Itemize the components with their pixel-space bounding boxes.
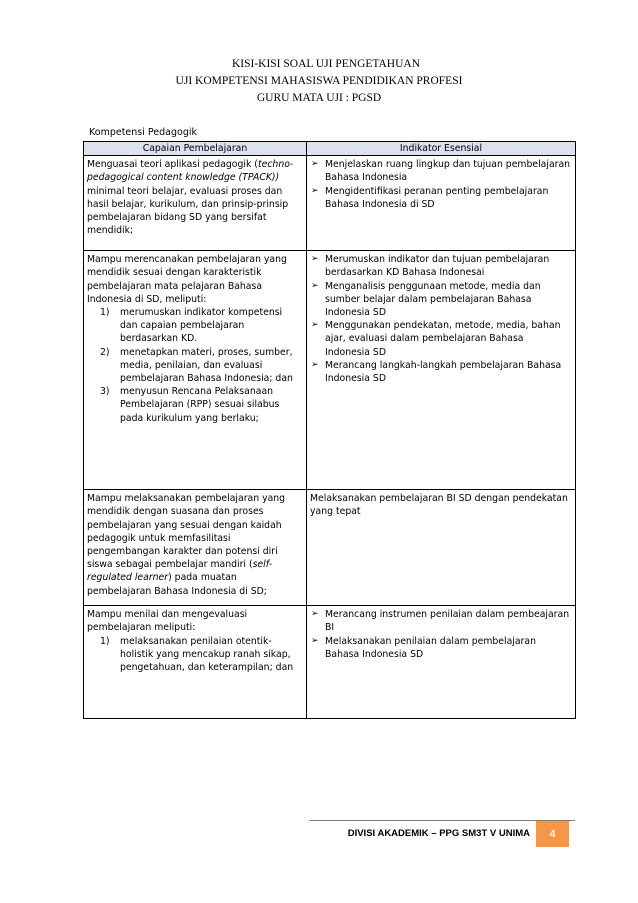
indikator-list (310, 158, 571, 211)
list-item: ➢ Merancang langkah-langkah pembelajaran Bahasa Indonesia SD (311, 359, 562, 385)
list-item: 1) merumuskan indikator kompetensi dan capaian pembelajaran berdasarkan KD. (100, 307, 283, 345)
section-title: Kompetensi Pedagogik (89, 127, 197, 138)
capaian-cell (84, 156, 307, 251)
document-title-line-1: KISI-KISI SOAL UJI PENGETAHUAN (231, 58, 421, 70)
list-item: ➢ Merancang instrumen penilaian dalam pembeajaran BI (311, 609, 570, 634)
list-item: ➢ Menggunakan pendekatan, metode, media, bahan ajar, evaluasi dalam pembelajaran Bahasa Indonesia SD (311, 320, 561, 358)
cell-text: Mampu melaksanakan pembelajaran yang mendidik dengan suasana dan proses pembelajaran yang sesuai dengan kaidah pedagogik untuk memfasilitasi pengembangan karakter dan potensi diri siswa sebagai pembelajar mandiri ( (87, 493, 286, 571)
numbered-list (87, 635, 302, 675)
table-header-row (84, 142, 576, 156)
capaian-cell (84, 606, 307, 719)
list-item: ➢ Merumuskan indikator dan tujuan pembelajaran berdasarkan KD Bahasa Indonesai (311, 254, 550, 279)
document-title-line-3: GURU MATA UJI : PGSD (256, 92, 382, 104)
table-row (84, 156, 576, 251)
cell-text: Mampu menilai dan mengevaluasi pembelajaran meliputi: (87, 609, 248, 634)
list-item: ➢ Mengidentifikasi peranan penting pembelajaran Bahasa Indonesia di SD (311, 185, 549, 210)
cell-italic-text: techno-pedagogical content knowledge (TPACK)) (87, 159, 294, 184)
cell-text: Mampu merencanakan pembelajaran yang mendidik sesuai dengan karakteristik pembelajaran mata pelajaran Bahasa Indonesia di SD, meliputi: (87, 254, 287, 305)
indikator-cell (307, 490, 576, 606)
indikator-list (310, 608, 571, 661)
arrow-bullet-icon: ➢ (311, 635, 319, 646)
table-row (84, 490, 576, 606)
cell-italic-text: self-regulated learner (87, 559, 273, 584)
indikator-list (310, 253, 571, 385)
arrow-bullet-icon: ➢ (311, 254, 319, 265)
document-title-line-2: UJI KOMPETENSI MAHASISWA PENDIDIKAN PROFESI (175, 75, 463, 87)
arrow-bullet-icon: ➢ (311, 359, 319, 370)
column-header-indikator: Indikator Esensial (307, 142, 576, 156)
list-item: 2) menetapkan materi, proses, sumber, media, penilaian, dan evaluasi pembelajaran Bahasa Indonesia; dan (100, 346, 293, 385)
table-row (84, 251, 576, 490)
arrow-bullet-icon: ➢ (311, 609, 319, 620)
list-item: ➢ Menjelaskan ruang lingkup dan tujuan pembelajaran Bahasa Indonesia (311, 159, 571, 184)
indikator-cell (307, 606, 576, 719)
list-item: ➢ Melaksanakan penilaian dalam pembelajaran Bahasa Indonesia SD (311, 635, 536, 660)
list-item: ➢ Menganalisis penggunaan metode, media dan sumber belajar dalam pembelajaran Bahasa Indonesia SD (311, 280, 541, 319)
list-item: 3) menyusun Rencana Pelaksanaan Pembelajaran (RPP) sesuai silabus pada kurikulum yang berlaku; (100, 386, 280, 424)
numbered-list (87, 306, 302, 425)
indikator-cell (307, 156, 576, 251)
list-item: 1) melaksanakan penilaian otentik-holistik yang mencakup ranah sikap, pengetahuan, dan keterampilan; dan (100, 635, 294, 674)
capaian-cell (84, 251, 307, 490)
cell-text: ) pada muatan pembelajaran Bahasa Indonesia di SD; (87, 572, 267, 597)
arrow-bullet-icon: ➢ (311, 280, 319, 291)
table-row (84, 606, 576, 719)
cell-text: Melaksanakan pembelajaran BI SD dengan pendekatan yang tepat (310, 493, 568, 518)
cell-text: Menguasai teori aplikasi pedagogik ( (87, 159, 258, 171)
arrow-bullet-icon: ➢ (311, 159, 319, 170)
column-header-capaian: Capaian Pembelajaran (84, 142, 307, 156)
page-number: 4 (536, 821, 569, 847)
page-footer (309, 820, 575, 848)
arrow-bullet-icon: ➢ (311, 320, 319, 331)
footer-text: DIVISI AKADEMIK – PPG SM3T V UNIMA (347, 828, 530, 839)
cell-text: minimal teori belajar, evaluasi proses dan hasil belajar, kurikulum, dan prinsip-prinsip pembelajaran bidang SD yang bersifat mendidik; (87, 185, 289, 237)
competency-table (83, 141, 576, 719)
indikator-cell (307, 251, 576, 490)
arrow-bullet-icon: ➢ (311, 185, 319, 196)
capaian-cell (84, 490, 307, 606)
